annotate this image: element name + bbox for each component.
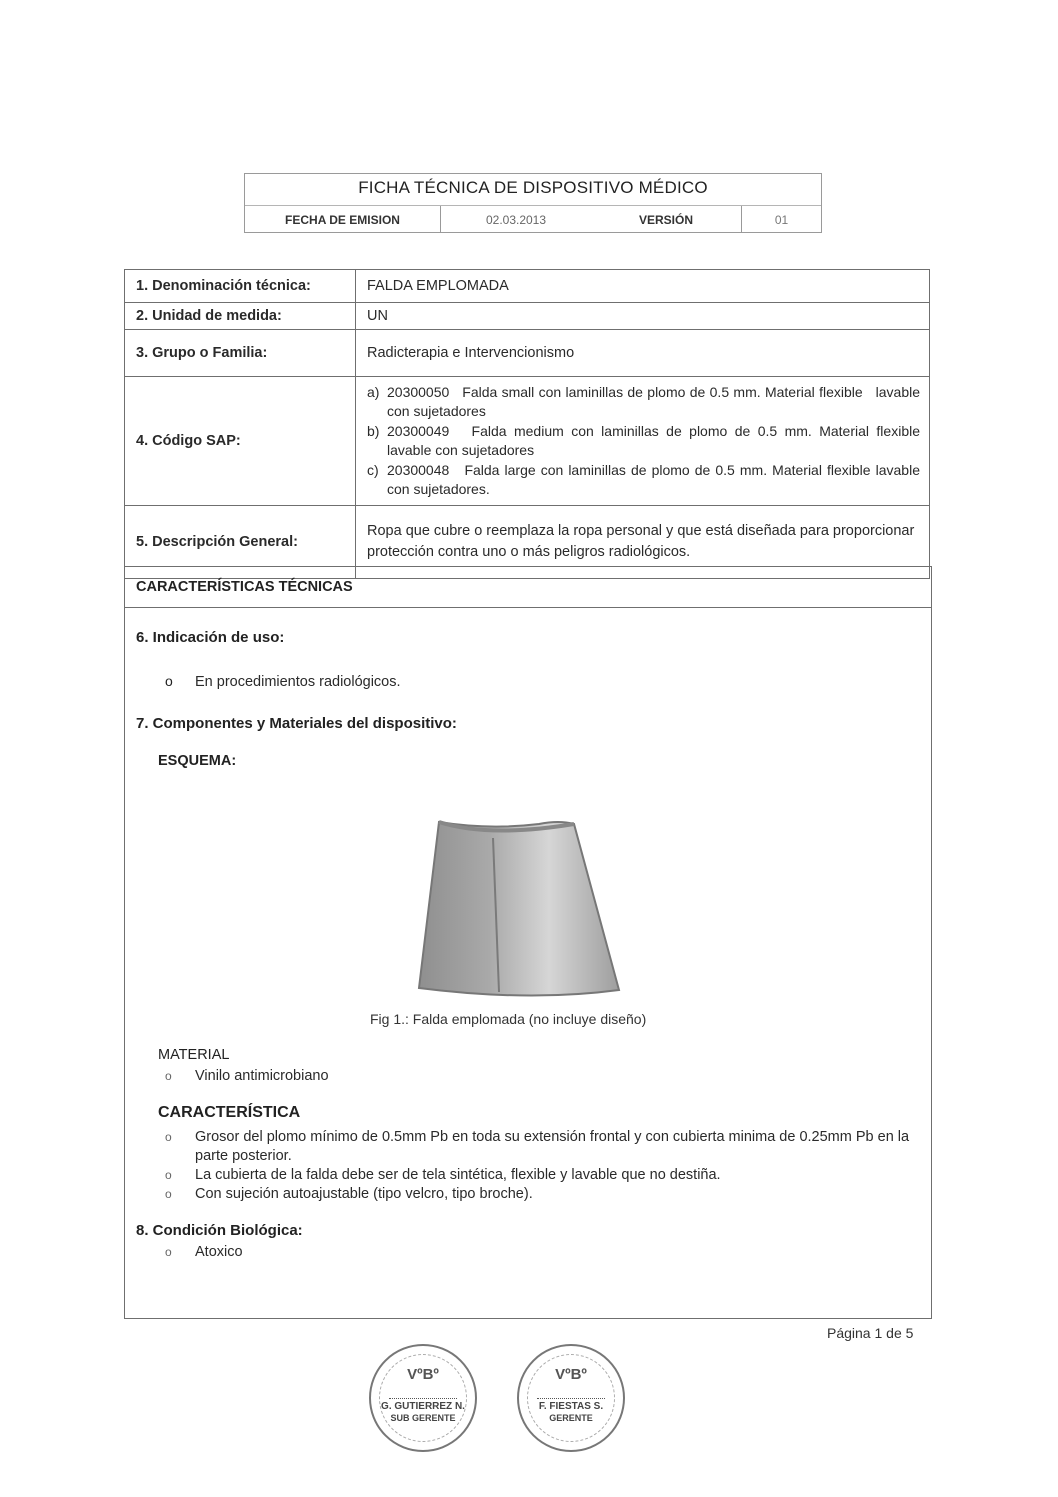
list-marker: a) [367, 383, 380, 400]
bullet-text: En procedimientos radiológicos. [195, 674, 401, 690]
row-label: 4. Código SAP: [125, 377, 356, 506]
scheme-label: ESQUEMA: [158, 753, 237, 769]
bullet-icon: o [165, 1245, 172, 1259]
bullet-icon: o [165, 1130, 172, 1144]
section-title: CARACTERÍSTICAS TÉCNICAS [125, 566, 931, 608]
row-label: 2. Unidad de medida: [125, 303, 356, 330]
header-meta-row [245, 205, 821, 233]
version-value: 01 [774, 212, 789, 227]
row-label: 1. Denominación técnica: [125, 270, 356, 303]
stamp-signature-line [389, 1398, 457, 1399]
approval-stamp-icon [369, 1344, 477, 1452]
item-8-heading: 8. Condición Biológica: [136, 1222, 303, 1239]
version-label: VERSIÓN [591, 206, 742, 233]
sap-code-text: 20300049 Falda medium con laminillas de plomo de 0.5 mm. Material flexible lavable con sujetadores [387, 422, 924, 458]
sap-code-list [367, 383, 924, 500]
bullet-icon: o [165, 673, 173, 689]
unit-value: UN [356, 303, 930, 330]
list-item [165, 673, 401, 690]
bullet-text: Grosor del plomo mínimo de 0.5mm Pb en toda su extensión frontal y con cubierta minima de 0.25mm Pb en la parte posterior. [195, 1129, 910, 1164]
bullet-text: Vinilo antimicrobiano [195, 1068, 329, 1084]
device-info-table [124, 269, 930, 579]
stamp-signature-line [537, 1398, 605, 1399]
stamp-role: GERENTE [549, 1413, 593, 1423]
stamp-role: SUB GERENTE [390, 1413, 456, 1423]
stamp-name: F. FIESTAS S. [538, 1401, 604, 1412]
stamp-vb: VºBº [555, 1366, 587, 1383]
stamp-name: G. GUTIERREZ N. [381, 1401, 465, 1412]
bullet-icon: o [165, 1069, 172, 1083]
caracteristica-heading: CARACTERÍSTICA [158, 1104, 301, 1121]
table-row [125, 270, 930, 303]
bullet-text: Con sujeción autoajustable (tipo velcro, tipo broche). [195, 1186, 533, 1202]
lead-apron-skirt-image [409, 810, 649, 1000]
material-heading: MATERIAL [158, 1047, 230, 1063]
stamp-vb: VºBº [407, 1366, 439, 1383]
row-label: 3. Grupo o Familia: [125, 330, 356, 377]
document-header [244, 173, 822, 233]
item-6-heading: 6. Indicación de uso: [136, 629, 285, 646]
bullet-icon: o [165, 1187, 172, 1201]
list-item [165, 1068, 329, 1084]
list-item [165, 1185, 955, 1204]
table-row [125, 377, 930, 506]
sap-code-text: 20300050 Falda small con laminillas de plomo de 0.5 mm. Material flexible lavable con sujetadores [387, 383, 924, 419]
sap-code-text: 20300048 Falda large con laminillas de plomo de 0.5 mm. Material flexible lavable con sujetadores. [387, 461, 924, 497]
group-value: Radicterapia e Intervencionismo [356, 330, 930, 377]
bullet-text: La cubierta de la falda debe ser de tela sintética, flexible y lavable que no destiña. [195, 1167, 721, 1183]
approval-stamp-icon [517, 1344, 625, 1452]
technical-section [124, 566, 932, 1319]
list-item [165, 1128, 955, 1166]
row-label: 5. Descripción General: [125, 506, 356, 579]
sap-codes-cell [356, 377, 930, 506]
bullet-text: Atoxico [195, 1244, 243, 1260]
emission-date-label: FECHA DE EMISION [245, 206, 441, 233]
figure-caption: Fig 1.: Falda emplomada (no incluye diseño) [370, 1011, 647, 1027]
caracteristica-list [165, 1128, 955, 1204]
table-row [125, 303, 930, 330]
bullet-icon: o [165, 1168, 172, 1182]
technical-name-value: FALDA EMPLOMADA [356, 270, 930, 303]
table-row [125, 330, 930, 377]
list-item [165, 1166, 955, 1185]
document-title: FICHA TÉCNICA DE DISPOSITIVO MÉDICO [358, 178, 708, 197]
item-7-heading: 7. Componentes y Materiales del dispositivo: [136, 715, 457, 732]
emission-date-value: 02.03.2013 [485, 212, 547, 227]
list-marker: c) [367, 461, 379, 478]
page-number: Página 1 de 5 [827, 1325, 914, 1341]
list-item [367, 422, 924, 461]
general-description-value: Ropa que cubre o reemplaza la ropa personal y que está diseñada para proporcionar protección contra uno o más peligros radiológicos. [356, 506, 930, 579]
list-item [367, 461, 924, 500]
list-item [165, 1244, 243, 1260]
list-marker: b) [367, 422, 380, 439]
list-item [367, 383, 924, 422]
